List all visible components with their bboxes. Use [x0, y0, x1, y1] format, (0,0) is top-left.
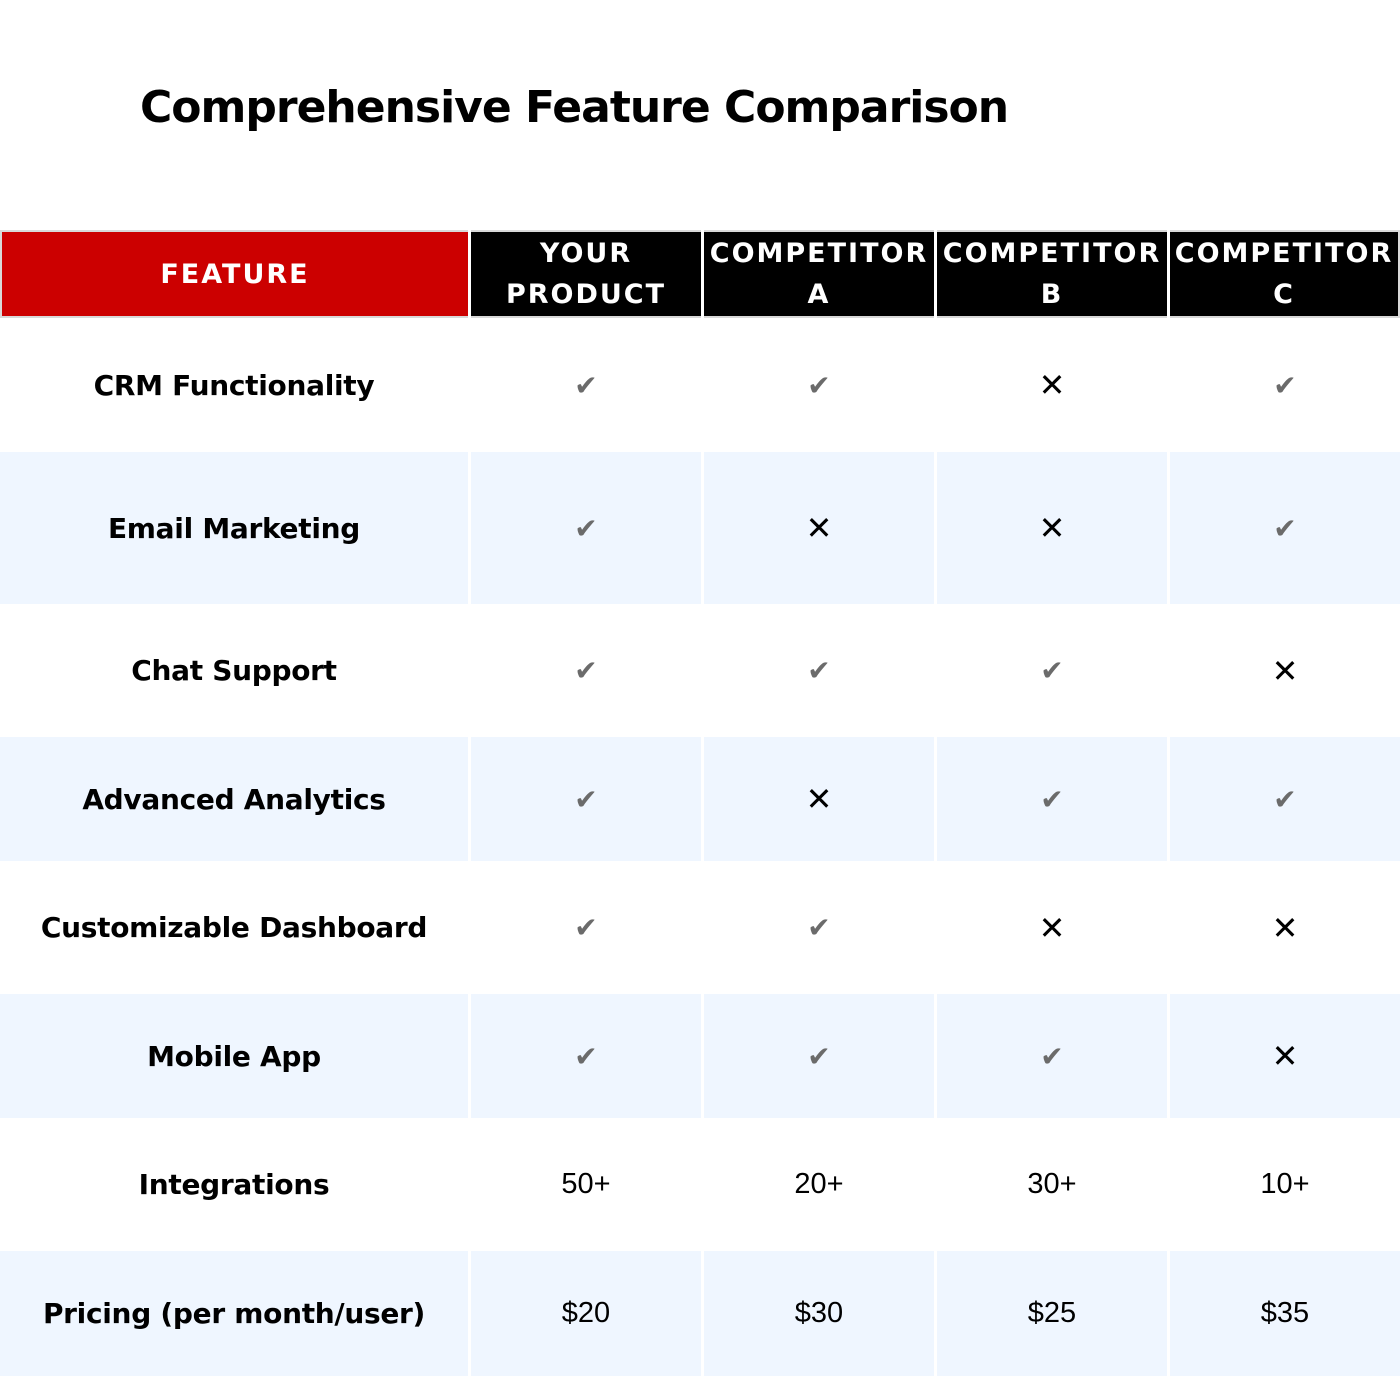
- cross-icon: ✕: [805, 509, 833, 547]
- header-label: [1175, 233, 1394, 315]
- checkmark-icon: ✔︎: [574, 511, 598, 545]
- value-cell: [937, 861, 1167, 994]
- feature-name: Pricing (per month/user): [42, 1297, 426, 1330]
- value-cell: [471, 1251, 701, 1376]
- checkmark-icon: ✔︎: [1273, 368, 1297, 402]
- value-cell: [704, 737, 934, 861]
- value-cell: [471, 452, 701, 604]
- value-cell: [937, 1251, 1167, 1376]
- value-text: 20+: [794, 1168, 844, 1200]
- value-cell: [1170, 737, 1400, 861]
- value-cell: [704, 452, 934, 604]
- cross-icon: ✕: [1271, 908, 1299, 947]
- header-label-line: FEATURE: [160, 258, 310, 290]
- value-cell: [937, 994, 1167, 1118]
- value-cell: [937, 318, 1167, 452]
- table-row: [0, 1251, 1400, 1376]
- value-text: $25: [1027, 1297, 1077, 1329]
- value-cell: [1170, 1118, 1400, 1251]
- value-cell: [471, 1118, 701, 1251]
- header-competitor-c: [1170, 230, 1400, 318]
- checkmark-icon: ✔︎: [1040, 654, 1064, 687]
- checkmark-icon: ✔︎: [1040, 1039, 1064, 1073]
- feature-name: Mobile App: [147, 1039, 321, 1073]
- checkmark-icon: ✔︎: [1273, 511, 1297, 545]
- cross-icon: ✕: [1038, 366, 1066, 404]
- value-cell: [704, 604, 934, 737]
- comparison-table: [0, 230, 1400, 1376]
- feature-cell: [0, 994, 468, 1118]
- header-label: [160, 254, 309, 295]
- value-cell: [704, 861, 934, 994]
- value-cell: [704, 318, 934, 452]
- feature-cell: [0, 318, 468, 452]
- cross-icon: ✕: [1271, 1037, 1299, 1075]
- feature-cell: [0, 861, 468, 994]
- table-row: [0, 318, 1400, 452]
- cross-icon: ✕: [1038, 509, 1066, 547]
- value-cell: [704, 1251, 934, 1376]
- checkmark-icon: ✔︎: [1273, 782, 1297, 816]
- checkmark-icon: ✔︎: [807, 368, 831, 402]
- value-text: $35: [1260, 1297, 1310, 1329]
- feature-cell: [0, 604, 468, 737]
- header-label-line: A: [807, 279, 831, 310]
- header-label: [710, 233, 929, 315]
- page-title: Comprehensive Feature Comparison: [140, 82, 1009, 133]
- feature-cell: [0, 737, 468, 861]
- value-cell: [471, 318, 701, 452]
- header-label-line: C: [1273, 279, 1295, 310]
- table-body: [0, 318, 1400, 1376]
- checkmark-icon: ✔︎: [574, 368, 598, 402]
- value-cell: [471, 861, 701, 994]
- table-row: [0, 737, 1400, 861]
- feature-name: Advanced Analytics: [82, 782, 386, 816]
- header-label-line: YOUR: [539, 238, 633, 269]
- feature-name: Integrations: [138, 1168, 330, 1201]
- checkmark-icon: ✔︎: [1040, 782, 1064, 816]
- feature-cell: [0, 1118, 468, 1251]
- table-row: [0, 1118, 1400, 1251]
- cross-icon: ✕: [1271, 651, 1299, 690]
- value-text: $30: [794, 1297, 844, 1329]
- checkmark-icon: ✔︎: [574, 1039, 598, 1073]
- feature-name: Customizable Dashboard: [40, 911, 428, 944]
- header-label-line: PRODUCT: [505, 279, 667, 310]
- table-row: [0, 604, 1400, 737]
- checkmark-icon: ✔︎: [574, 654, 598, 687]
- feature-name: Email Marketing: [107, 511, 361, 545]
- value-cell: [937, 604, 1167, 737]
- header-label-line: B: [1040, 279, 1064, 310]
- table-row: [0, 994, 1400, 1118]
- header-your-product: [471, 230, 701, 318]
- header-label-line: COMPETITOR: [709, 238, 929, 269]
- table-header-row: [0, 230, 1400, 318]
- checkmark-icon: ✔︎: [574, 911, 598, 944]
- value-cell: [1170, 318, 1400, 452]
- value-text: $20: [561, 1297, 611, 1329]
- value-text: 30+: [1027, 1168, 1077, 1200]
- header-competitor-a: [704, 230, 934, 318]
- header-label: [506, 233, 666, 315]
- feature-cell: [0, 452, 468, 604]
- value-text: 10+: [1260, 1168, 1310, 1200]
- checkmark-icon: ✔︎: [807, 911, 831, 944]
- value-cell: [704, 1118, 934, 1251]
- header-feature: [0, 230, 468, 318]
- value-cell: [704, 994, 934, 1118]
- checkmark-icon: ✔︎: [574, 782, 598, 816]
- value-cell: [1170, 861, 1400, 994]
- feature-name: Chat Support: [131, 654, 337, 687]
- header-label-line: COMPETITOR: [942, 238, 1162, 269]
- value-cell: [1170, 452, 1400, 604]
- table-row: [0, 861, 1400, 994]
- value-cell: [937, 1118, 1167, 1251]
- value-cell: [937, 452, 1167, 604]
- cross-icon: ✕: [805, 780, 833, 818]
- value-text: 50+: [561, 1168, 611, 1200]
- value-cell: [471, 737, 701, 861]
- table-row: [0, 452, 1400, 604]
- feature-name: CRM Functionality: [93, 368, 375, 402]
- header-competitor-b: [937, 230, 1167, 318]
- value-cell: [1170, 994, 1400, 1118]
- header-label: [943, 233, 1162, 315]
- value-cell: [471, 604, 701, 737]
- value-cell: [937, 737, 1167, 861]
- value-cell: [1170, 1251, 1400, 1376]
- checkmark-icon: ✔︎: [807, 654, 831, 687]
- value-cell: [1170, 604, 1400, 737]
- cross-icon: ✕: [1038, 908, 1066, 947]
- checkmark-icon: ✔︎: [807, 1039, 831, 1073]
- value-cell: [471, 994, 701, 1118]
- feature-cell: [0, 1251, 468, 1376]
- header-label-line: COMPETITOR: [1174, 238, 1394, 269]
